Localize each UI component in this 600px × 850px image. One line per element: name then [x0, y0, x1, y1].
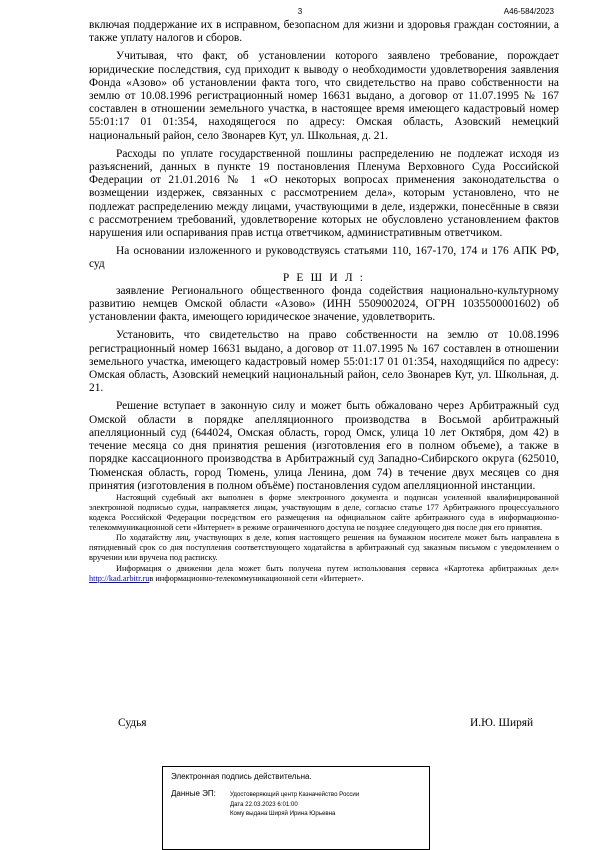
document-body: [89, 19, 559, 584]
notice-text-after-link: в информационно-телекоммуникационной сети «Интернет».: [149, 573, 364, 583]
stamp-issuer: Удостоверяющий центр Казначейство России: [230, 791, 360, 798]
kad-arbitr-link[interactable]: http://kad.arbitr.ru: [89, 573, 150, 583]
paragraph-5: заявление Регионального общественного фонда содействия национально-культурному развитию немцев Омской области «Азово» (ИНН 5509002024, ОГРН 1035500001602) об установлении факта, имеющего юридическое значение, удовлетворить.: [89, 284, 559, 324]
paragraph-1: включая поддержание их в исправном, безопасном для жизни и здоровья граждан состоянии, а также уплату налогов и сборов.: [89, 19, 559, 45]
notice-paragraph-1: Настоящий судебный акт выполнен в форме электронного документа и подписан усиленной квалифицированной электронной подписью судьи, направляется лицам, участвующим в деле, согласно статье 177 Арбитражного процессуального кодекса Российской Федерации посредством его размещения на официальном сайте арбитражного суда в информационно-телекоммуникационной сети «Интернет» в режиме ограниченного доступа не позднее следующего дня после дня его принятия.: [89, 492, 559, 533]
signature-name: И.Ю. Ширяй: [470, 717, 534, 729]
notice-text-before-link: Информация о движении дела может быть получена путем использования сервиса «Картотека арбитражных дел»: [116, 563, 559, 573]
case-number: А46-584/2023: [503, 7, 554, 16]
stamp-title: Электронная подпись действительна.: [171, 772, 312, 781]
notice-paragraph-3: [89, 564, 559, 584]
stamp-label: Данные ЭП:: [171, 789, 216, 798]
paragraph-4: На основании изложенного и руководствуясь статьями 110, 167-170, 174 и 176 АПК РФ, суд: [89, 245, 559, 271]
paragraph-6: Установить, что свидетельство на право собственности на землю от 10.08.1996 регистрационный номер 16631 выдано, а договор от 11.07.1995 № 167 составлен в отношении земельного участка, имеющего кадастровый номер 55:01:17 01 01:354, находящийся по адресу: Омская область, Азовский немецкий национальный район, село Звонарев Кут, ул. Школьная, д. 21.: [89, 329, 559, 395]
decision-heading: Р Е Ш И Л :: [282, 271, 366, 284]
stamp-date: Дата 22.03.2023 6:01:00: [230, 800, 298, 808]
stamp-details: [230, 790, 359, 819]
page-number: 3: [297, 7, 303, 16]
paragraph-2: Учитывая, что факт, об установлении которого заявлено требование, порождает юридические последствия, суд приходит к выводу о необходимости удовлетворения заявления Фонда «Азово» об установлении факта того, что свидетельство на право собственности на землю от 10.08.1996 регистрационный номер 16631 выдано, а договор от 11.07.1995 № 167 составлен в отношении земельного участка, в настоящее время имеющего кадастровый номер 55:01:17 01 01:354, находящегося по адресу: Омская область, Азовский немецкий национальный район, село Звонарев Кут, ул. Школьная, д. 21.: [89, 50, 559, 142]
e-signature-stamp: [162, 766, 430, 850]
notice-paragraph-2: По ходатайству лиц, участвующих в деле, копия настоящего решения на бумажном носителе может быть направлена в пятидневный срок со дня поступления соответствующего ходатайства в арбитражный суд заказным письмом с уведомлением о вручении или вручена под расписку.: [89, 533, 559, 563]
paragraph-7: Решение вступает в законную силу и может быть обжаловано через Арбитражный суд Омской области в порядке апелляционного производства в Восьмой арбитражный апелляционный суд (644024, Омская область, город Омск, улица 10 лет Октября, дом 42) в течение месяца со дня принятия решения (изготовления его в полном объеме), а также в порядке кассационного производства в Арбитражный суд Западно-Сибирского округа (625010, Тюменская область, город Тюмень, улица Ленина, дом 74) в течение двух месяцев со дня принятия (изготовления в полном объёме) постановления судом апелляционной инстанции.: [89, 400, 559, 492]
paragraph-3: Расходы по уплате государственной пошлины распределению не подлежат исходя из разъяснений, данных в пункте 19 постановления Пленума Верховного Суда Российской Федерации от 21.01.2016 № 1 «О некоторых вопросах применения законодательства о возмещении издержек, связанных с рассмотрением дела», которым установлено, что не подлежат распределению между лицами, участвующими в деле, издержки, понесённые в связи с рассмотрением требований, удовлетворение которых не обусловлено установлением фактов нарушения или оспаривания прав истца ответчиком, административным ответчиком.: [89, 147, 559, 240]
stamp-issued-to: Кому выдана Ширяй Ирина Юрьевна: [230, 810, 336, 818]
signature-role: Судья: [118, 717, 147, 729]
